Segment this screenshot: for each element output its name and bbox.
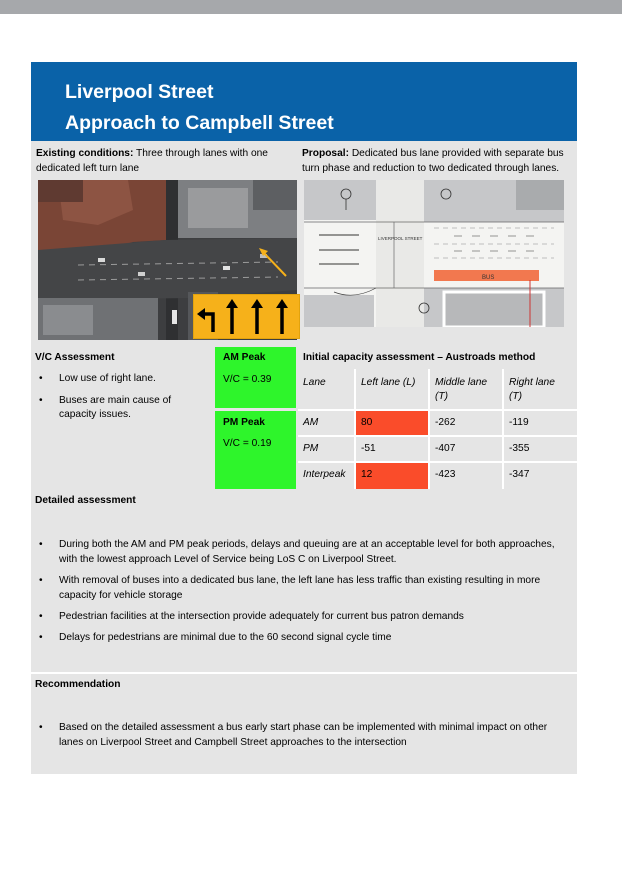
interpeak-middle-text: -423 xyxy=(435,469,456,480)
lane-sign xyxy=(193,294,300,339)
interpeak-period-text: Interpeak xyxy=(303,469,346,480)
header-right-text: Right lane xyxy=(509,377,555,388)
vc-bullets xyxy=(35,372,213,430)
existing-label: Existing conditions: xyxy=(36,148,134,159)
table-row-interpeak-left xyxy=(356,463,430,489)
pm-peak-label: PM Peak xyxy=(223,417,265,428)
table-row-interpeak-period xyxy=(298,463,356,489)
pm-period-text: PM xyxy=(303,443,319,454)
am-peak-box xyxy=(215,347,296,408)
proposal-label: Proposal: xyxy=(302,148,349,159)
table-row-interpeak-middle xyxy=(430,463,504,489)
vc-bullet-2 xyxy=(35,394,213,422)
header-left xyxy=(356,369,430,411)
vc-title: V/C Assessment xyxy=(35,352,115,363)
pm-middle-text: -407 xyxy=(435,443,456,454)
pm-peak-vc: V/C = 0.19 xyxy=(223,438,272,449)
table-row-am-left xyxy=(356,411,430,437)
detailed-bullet-3 xyxy=(35,609,575,624)
detailed-bullet-2-line2: capacity for vehicle storage xyxy=(59,590,183,601)
recommendation-bullet-1-line1: • Based on the detailed assessment a bus early start phase can be implemented with minimal impact on other xyxy=(59,722,548,733)
vc-bullet-2-line1: • Buses are main cause of xyxy=(59,395,172,406)
am-peak-vc: V/C = 0.39 xyxy=(223,374,272,385)
interpeak-left-text: 12 xyxy=(361,469,373,480)
am-right-text: -119 xyxy=(509,417,529,428)
proposal-text-1: Dedicated bus lane provided with separate bus xyxy=(348,148,564,159)
am-middle-text: -262 xyxy=(435,417,456,428)
proposal-caption xyxy=(302,146,577,176)
detailed-bullet-1-line2: with the lowest approach Level of Service being LoS C on Liverpool Street. xyxy=(59,554,397,565)
top-bar xyxy=(0,0,622,14)
detailed-bullet-4-line1: • Delays for pedestrians are minimal due to the 60 second signal cycle time xyxy=(59,632,392,643)
table-row-pm-right xyxy=(504,437,577,463)
recommendation-bullet-1-line2: lanes on Liverpool Street and Campbell Street approaches to the intersection xyxy=(59,737,407,748)
plan-bus-label: BUS xyxy=(482,275,495,281)
pm-right-text: -355 xyxy=(509,443,530,454)
detailed-bullet-4 xyxy=(35,630,575,645)
proposal-plan-graphic xyxy=(304,180,564,327)
header-right xyxy=(504,369,577,411)
recommendation-title: Recommendation xyxy=(35,679,121,690)
header-right-sub: (T) xyxy=(509,391,523,402)
header-lane-text: Lane xyxy=(303,377,326,388)
detailed-bullet-2 xyxy=(35,573,575,603)
vc-bullet-1-text: Low use of right lane. xyxy=(59,373,156,384)
detailed-bullets xyxy=(35,537,575,645)
recommendation-bullets xyxy=(35,720,575,758)
page-title-line1: Liverpool Street xyxy=(65,81,214,103)
plan-street-label: LIVERPOOL STREET xyxy=(378,236,423,241)
table-row-pm-period xyxy=(298,437,356,463)
am-left-text: 80 xyxy=(361,417,373,428)
page-header xyxy=(31,62,577,141)
pm-left-text: -51 xyxy=(361,443,376,454)
header-middle xyxy=(430,369,504,411)
detailed-bullet-2-line1: • With removal of buses into a dedicated bus lane, the left lane has less traffic than existing resulting in more xyxy=(59,575,541,586)
page-title-line2: Approach to Campbell Street xyxy=(65,112,334,134)
existing-text-1: Three through lanes with one xyxy=(133,148,268,159)
table-row-am-period xyxy=(298,411,356,437)
table-row-pm-middle xyxy=(430,437,504,463)
table-row-interpeak-right xyxy=(504,463,577,489)
header-lane xyxy=(298,369,356,411)
existing-caption xyxy=(36,146,298,176)
table-row-am-right xyxy=(504,411,577,437)
header-middle-sub: (T) xyxy=(435,391,449,402)
table-row-am-middle xyxy=(430,411,504,437)
detailed-bullet-1 xyxy=(35,537,575,567)
capacity-title: Initial capacity assessment – Austroads method xyxy=(303,352,536,363)
am-peak-label: AM Peak xyxy=(223,352,266,363)
capacity-table xyxy=(298,369,577,489)
table-row-pm-left xyxy=(356,437,430,463)
detailed-bullet-3-line1: • Pedestrian facilities at the intersection provide adequately for current bus patron demands xyxy=(59,611,464,622)
am-period-text: AM xyxy=(303,417,319,428)
recommendation-bullet-1 xyxy=(35,720,575,750)
detailed-title: Detailed assessment xyxy=(35,495,136,506)
proposal-text-2: turn phase and reduction to two dedicated through lanes. xyxy=(302,163,560,174)
vc-bullet-1 xyxy=(35,372,213,386)
detailed-bullet-1-line1: • During both the AM and PM peak periods, delays and queuing are at an acceptable level for both approaches, xyxy=(59,539,555,550)
header-middle-text: Middle lane xyxy=(435,377,488,388)
vc-bullet-2-line2: capacity issues. xyxy=(59,409,131,420)
proposal-plan xyxy=(304,180,564,327)
lane-sign-graphic xyxy=(193,294,300,339)
pm-peak-box xyxy=(215,411,296,489)
header-left-text: Left lane (L) xyxy=(361,377,416,388)
existing-text-2: dedicated left turn lane xyxy=(36,163,140,174)
interpeak-right-text: -347 xyxy=(509,469,530,480)
